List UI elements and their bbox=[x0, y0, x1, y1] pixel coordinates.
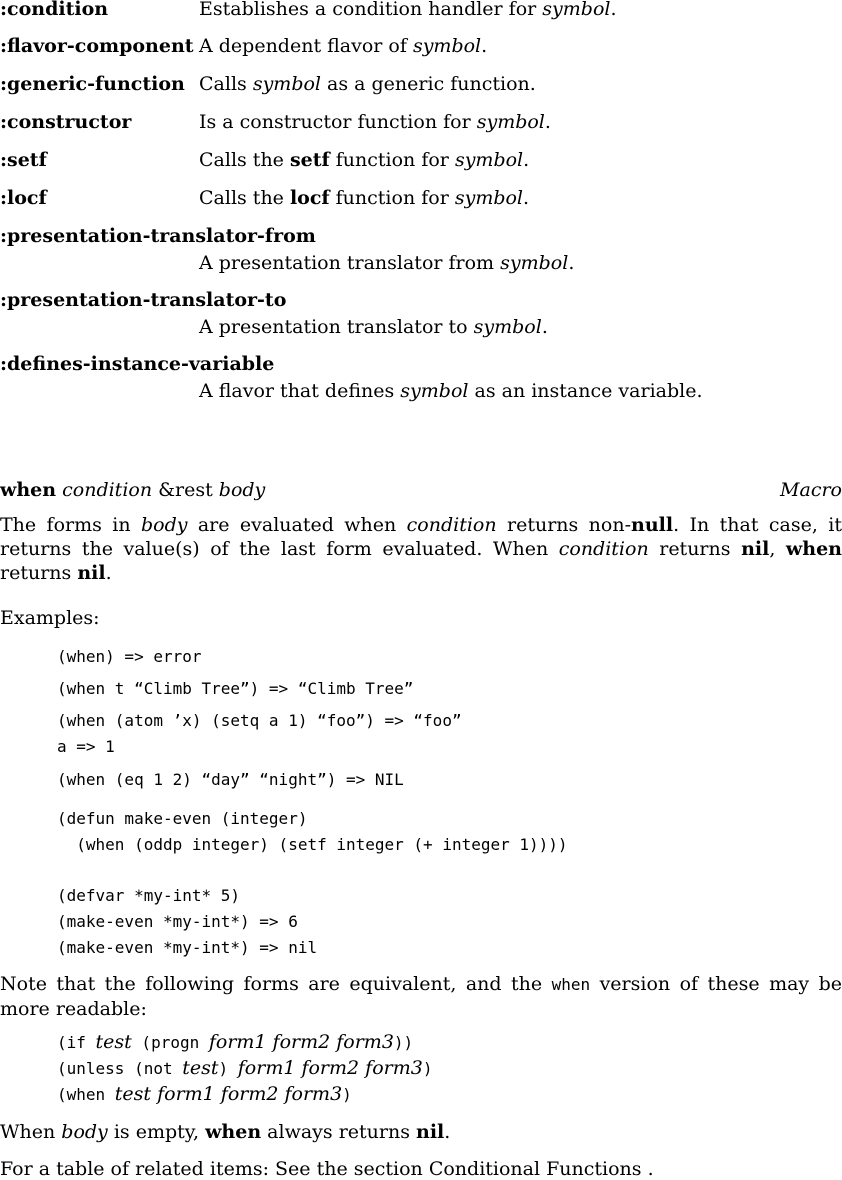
keyword-desc: A dependent flavor of symbol. bbox=[199, 35, 488, 57]
keyword-flavor-component: :flavor-component bbox=[0, 35, 194, 57]
keyword-constructor: :constructor bbox=[0, 111, 132, 133]
code-line: (make-even *my-int*) => 6 bbox=[57, 912, 298, 931]
keyword-desc: Calls symbol as a generic function. bbox=[199, 73, 536, 95]
entry-kind: Macro bbox=[780, 479, 842, 501]
empty-body-note: When body is empty, when always returns nil. bbox=[0, 1121, 451, 1143]
keyword-setf: :setf bbox=[0, 149, 47, 171]
keyword-desc: A presentation translator to symbol. bbox=[199, 316, 548, 338]
code-line: (when) => error bbox=[57, 647, 202, 666]
inline-code: when bbox=[551, 975, 591, 994]
equiv-line: (when test form1 form2 form3) bbox=[57, 1083, 352, 1105]
keyword-defines-instance-variable: :defines-instance-variable bbox=[0, 353, 275, 375]
entry-name: when bbox=[0, 479, 57, 501]
keyword-locf: :locf bbox=[0, 187, 47, 209]
code-line: (defun make-even (integer) bbox=[57, 809, 308, 828]
equiv-line: (if test (progn form1 form2 form3)) bbox=[57, 1031, 414, 1053]
keyword-generic-function: :generic-function bbox=[0, 73, 185, 95]
related-items: For a table of related items: See the section Conditional Functions . bbox=[0, 1158, 654, 1180]
keyword-desc: A flavor that defines symbol as an instance variable. bbox=[199, 380, 703, 402]
code-line: (defvar *my-int* 5) bbox=[57, 886, 241, 905]
entry-signature bbox=[0, 481, 265, 500]
keyword-desc: A presentation translator from symbol. bbox=[199, 252, 575, 274]
code-line: (when (atom ’x) (setq a 1) “foo”) => “foo” bbox=[57, 711, 462, 730]
entry-arg-condition: condition bbox=[62, 479, 153, 501]
code-line: (when t “Climb Tree”) => “Climb Tree” bbox=[57, 679, 414, 698]
keyword-desc: Is a constructor function for symbol. bbox=[199, 111, 551, 133]
keyword-presentation-translator-to: :presentation-translator-to bbox=[0, 289, 287, 311]
code-line: (make-even *my-int*) => nil bbox=[57, 938, 318, 957]
keyword-condition: :condition bbox=[0, 0, 109, 20]
code-line: (when (eq 1 2) “day” “night”) => NIL bbox=[57, 770, 404, 789]
entry-arg-body: body bbox=[218, 479, 266, 501]
keyword-desc: Establishes a condition handler for symbol. bbox=[199, 0, 617, 20]
equiv-line: (unless (not test) form1 form2 form3) bbox=[57, 1057, 433, 1079]
keyword-presentation-translator-from: :presentation-translator-from bbox=[0, 225, 316, 247]
keyword-desc: Calls the setf function for symbol. bbox=[199, 149, 530, 171]
keyword-desc: Calls the locf function for symbol. bbox=[199, 187, 530, 209]
note-paragraph: Note that the following forms are equivalent, and the when version of these may be more readable: bbox=[0, 973, 842, 1020]
code-line: (when (oddp integer) (setf integer (+ integer 1)))) bbox=[57, 835, 568, 854]
examples-label: Examples: bbox=[0, 607, 100, 629]
description-paragraph: The forms in body are evaluated when condition returns non-null. In that case, it returns the value(s) of the last form evaluated. When condition returns nil, when returns nil. bbox=[0, 514, 842, 584]
entry-rest-keyword: &rest bbox=[158, 479, 213, 501]
code-line: a => 1 bbox=[57, 737, 115, 756]
conditional-functions-link[interactable]: Conditional Functions bbox=[428, 1158, 642, 1180]
